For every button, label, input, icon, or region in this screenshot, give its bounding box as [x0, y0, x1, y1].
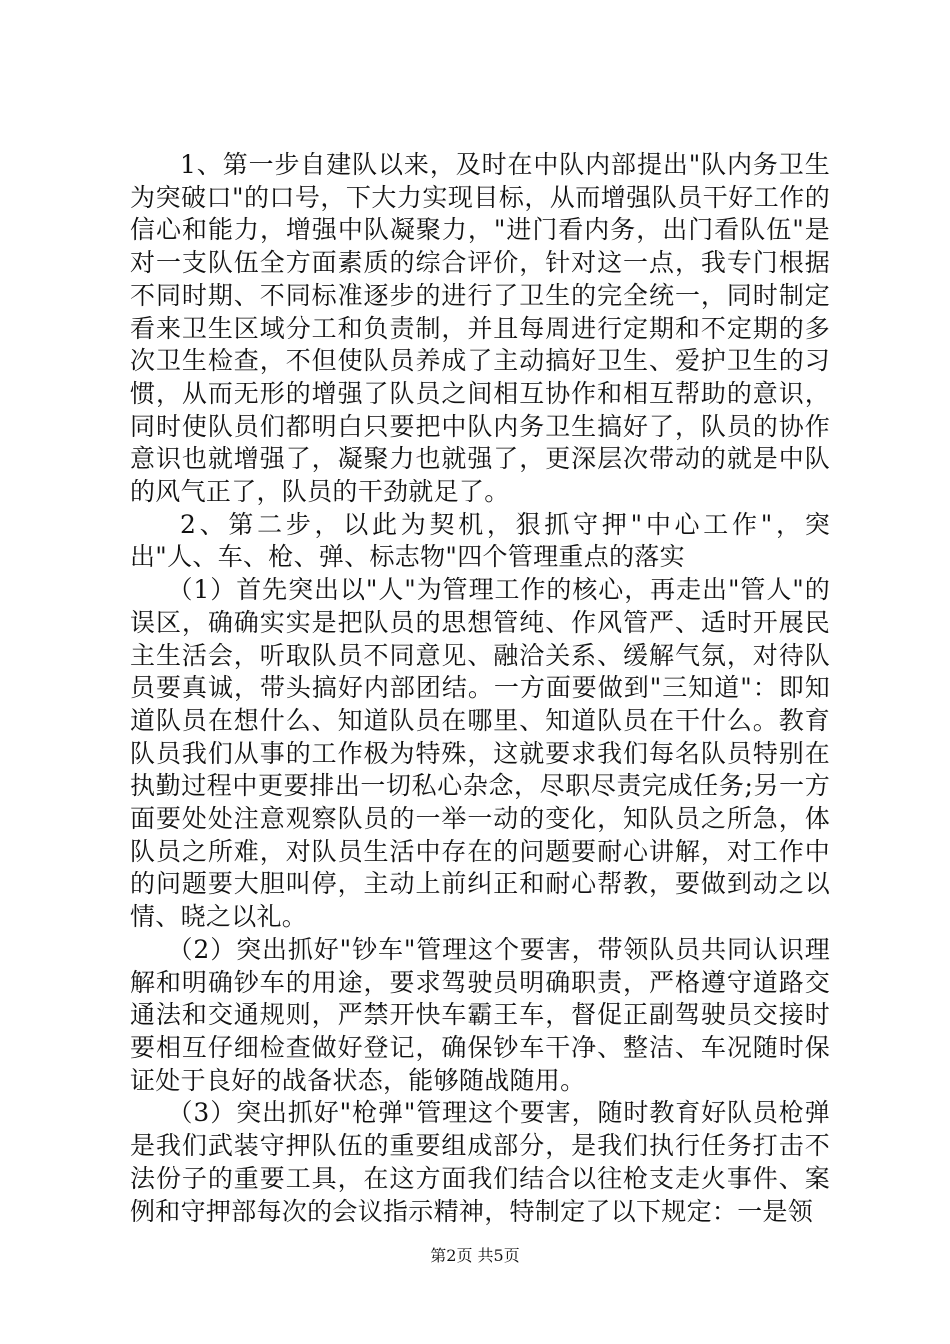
- paragraph-item-3: （3）突出抓好"枪弹"管理这个要害，随时教育好队员枪弹是我们武装守押队伍的重要组成部分，是我们执行任务打击不法份子的重要工具，在这方面我们结合以往枪支走火事件、案例和守押部每次的会议指示精神，特制定了以下规定：一是领: [130, 1098, 830, 1226]
- paragraph-step-2: 2、第二步，以此为契机，狠抓守押"中心工作"，突出"人、车、枪、弹、标志物"四个管理重点的落实: [130, 509, 830, 572]
- paragraph-item-2: （2）突出抓好"钞车"管理这个要害，带领队员共同认识理解和明确钞车的用途，要求驾驶员明确职责，严格遵守道路交通法和交通规则，严禁开快车霸王车，督促正副驾驶员交接时要相互仔细检查做好登记，确保钞车干净、整洁、车况随时保证处于良好的战备状态，能够随战随用。: [130, 934, 830, 1095]
- paragraph-item-1: （1）首先突出以"人"为管理工作的核心，再走出"管人"的误区，确确实实是把队员的思想管纯、作风管严、适时开展民主生活会，听取队员不同意见、融洽关系、缓解气氛，对待队员要真诚，带头搞好内部团结。一方面要做到"三知道"：即知道队员在想什么、知道队员在哪里、知道队员在干什么。教育队员我们从事的工作极为特殊，这就要求我们每名队员特别在执勤过程中更要排出一切私心杂念，尽职尽责完成任务;另一方面要处处注意观察队员的一举一动的变化，知队员之所急，体队员之所难，对队员生活中存在的问题要耐心讲解，对工作中的问题要大胆叫停，主动上前纠正和耐心帮教，要做到动之以情、晓之以礼。: [130, 575, 830, 932]
- paragraph-step-1: 1、第一步自建队以来，及时在中队内部提出"队内务卫生为突破口"的口号，下大力实现目标，从而增强队员干好工作的信心和能力，增强中队凝聚力，"进门看内务，出门看队伍"是对一支队伍全方面素质的综合评价，针对这一点，我专门根据不同时期、不同标准逐步的进行了卫生的完全统一，同时制定看来卫生区域分工和负责制，并且每周进行定期和不定期的多次卫生检查，不但使队员养成了主动搞好卫生、爱护卫生的习惯，从而无形的增强了队员之间相互协作和相互帮助的意识，同时使队员们都明白只要把中队内务卫生搞好了，队员的协作意识也就增强了，凝聚力也就强了，更深层次带动的就是中队的风气正了，队员的干劲就足了。: [130, 150, 830, 507]
- document-body: [130, 149, 830, 1228]
- page-number-footer: 第2页 共5页: [430, 1246, 520, 1265]
